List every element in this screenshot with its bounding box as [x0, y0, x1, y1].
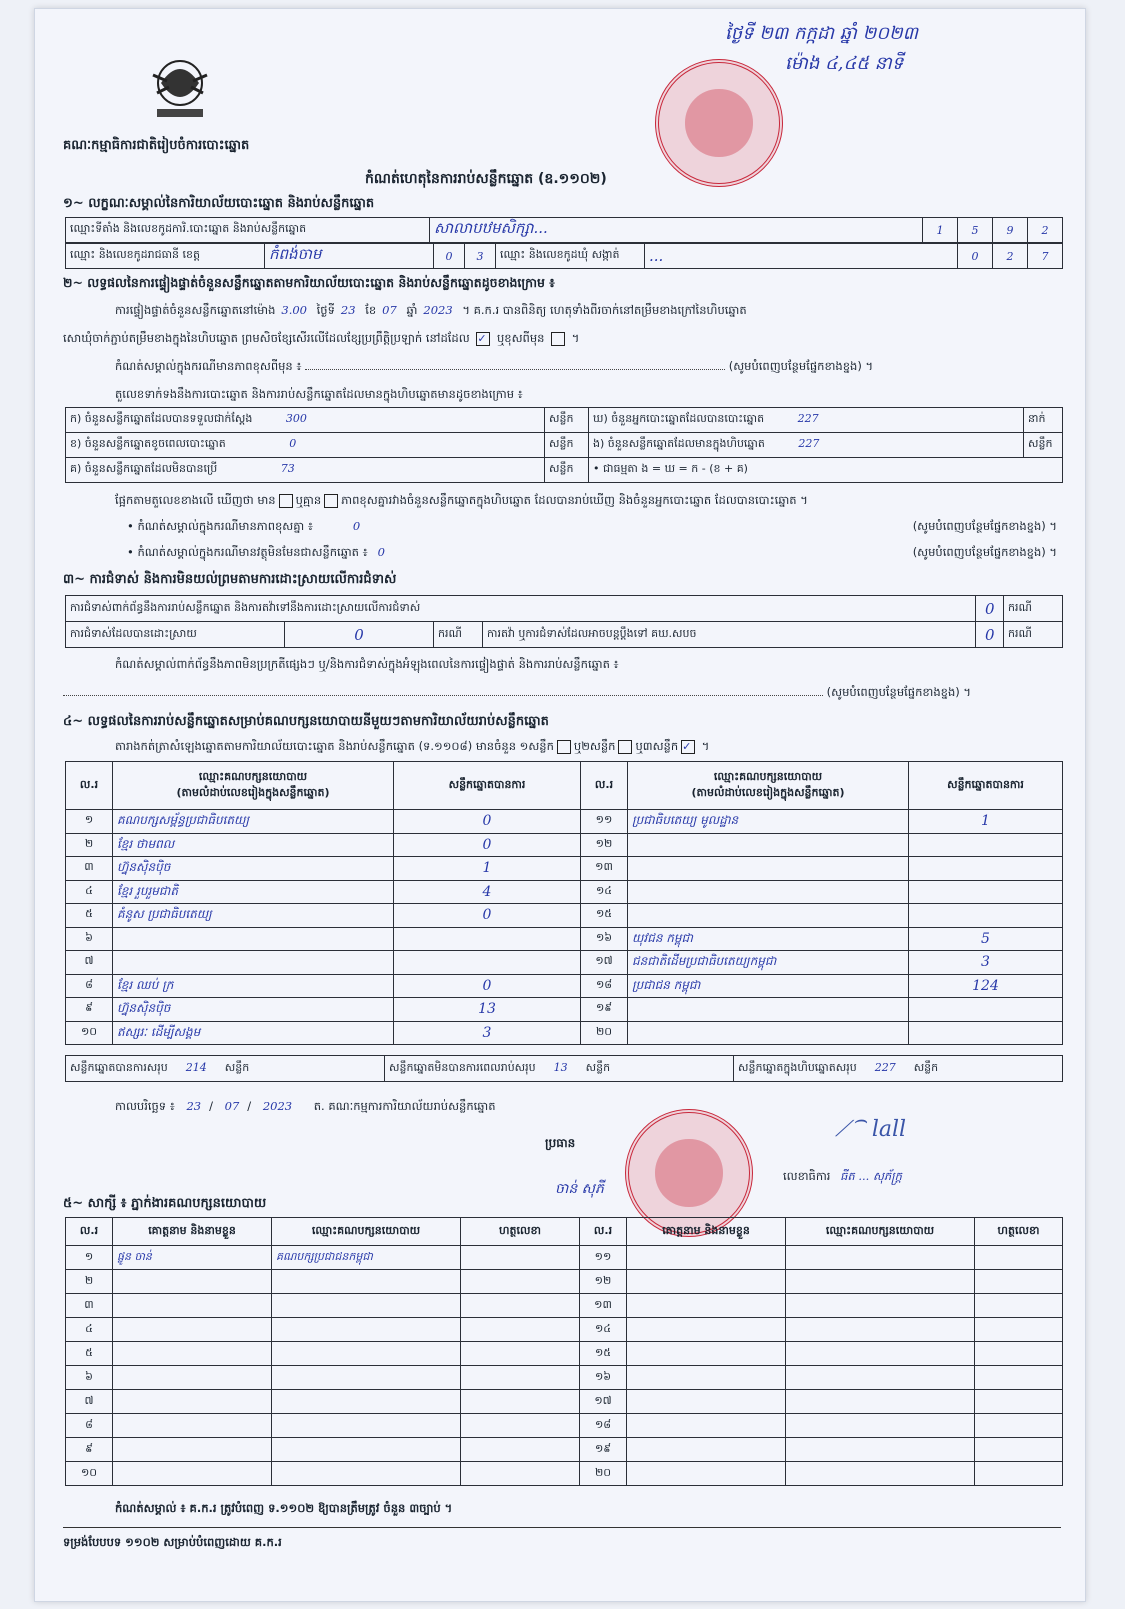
party-votes[interactable]: 0: [394, 810, 581, 834]
station-info-table: [65, 217, 1063, 243]
witness-name[interactable]: [113, 1390, 272, 1414]
chair-label: ប្រធាន: [545, 1136, 576, 1150]
table-row: [66, 1294, 1063, 1318]
witness-signature[interactable]: [461, 1390, 580, 1414]
witness-party[interactable]: [786, 1462, 975, 1486]
witness-party[interactable]: [786, 1294, 975, 1318]
party-votes[interactable]: [909, 1021, 1063, 1045]
party-no: ១២: [581, 833, 628, 857]
party-votes[interactable]: [394, 951, 581, 975]
commune-code-2[interactable]: 2: [993, 244, 1028, 269]
party-no: ៩: [66, 998, 113, 1022]
witness-no: ១៦: [580, 1366, 627, 1390]
witness-party[interactable]: [786, 1366, 975, 1390]
party-votes[interactable]: 3: [909, 951, 1063, 975]
witness-signature[interactable]: [461, 1366, 580, 1390]
witness-party[interactable]: [786, 1270, 975, 1294]
witness-signature[interactable]: [461, 1270, 580, 1294]
witness-no: ៨: [66, 1414, 113, 1438]
form-title: កំណត់ហេតុនៃការរាប់សន្លឹកឆ្នោត (ឧ.១១០២): [365, 171, 607, 187]
witness-name[interactable]: [627, 1246, 786, 1270]
table-row: [66, 1438, 1063, 1462]
witness-no: ១៨: [580, 1414, 627, 1438]
party-name[interactable]: គំនូស ប្រជាធិបតេយ្យ: [113, 904, 394, 928]
witness-party[interactable]: [272, 1414, 461, 1438]
footer-divider: [63, 1527, 1061, 1528]
table-row: [66, 927, 1063, 951]
same-checkbox[interactable]: ✓: [476, 332, 490, 346]
party-votes[interactable]: 1: [394, 857, 581, 881]
form-footer: ទម្រង់បែបបទ ១១០២ សម្រាប់បំពេញដោយ គ.ក.រ: [63, 1535, 282, 1549]
party-no: ៦: [66, 927, 113, 951]
party-name[interactable]: ហ្វ៊ុនស៊ិនប៉ិច: [113, 857, 394, 881]
witness-signature[interactable]: [461, 1294, 580, 1318]
commune-value[interactable]: ...: [645, 244, 958, 269]
witness-name[interactable]: [627, 1318, 786, 1342]
witness-no: ១០: [66, 1462, 113, 1486]
section2-heading: ២~ លទ្ធផលនៃការផ្ទៀងផ្ទាត់ចំនួនសន្លឹកឆ្នោតតាមការិយាល័យបោះឆ្នោត និងរាប់សន្លឹកឆ្នោតដូចខាងក្រោម ៖: [63, 275, 555, 290]
party-votes[interactable]: [909, 998, 1063, 1022]
table-row: [66, 904, 1063, 928]
party-name[interactable]: ជនជាតិដើមប្រជាធិបតេយ្យកម្ពុជា: [628, 951, 909, 975]
table-row: [66, 1390, 1063, 1414]
party-no: ៤: [66, 880, 113, 904]
secretary-signature: ⟋⁀ lall: [835, 1117, 907, 1142]
witness-name[interactable]: [627, 1366, 786, 1390]
party-name[interactable]: ខ្មែរ រួបរួមជាតិ: [113, 880, 394, 904]
witness-no: ២: [66, 1270, 113, 1294]
witness-party[interactable]: [786, 1318, 975, 1342]
objections-table: ការជំទាស់ពាក់ព័ន្ធនឹងការរាប់សន្លឹកឆ្នោត និងការតវ៉ាទៅនឹងការដោះស្រាយលើការជំទាស់ 0 ករណី ការជំទាស់ដែលបានដោះស្រាយ 0 ករណី ការតវ៉ា ឬការជំទាស់ដែលអាចបន្តប្តឹងទៅ គឃ.សបច 0 ករណី: [65, 595, 1063, 648]
witness-signature[interactable]: [461, 1414, 580, 1438]
witness-name[interactable]: [627, 1414, 786, 1438]
province-label: ឈ្មោះ និងលេខកូដរាជធានី ខេត្ត: [66, 244, 265, 269]
party-votes[interactable]: 0: [394, 974, 581, 998]
witness-name[interactable]: [113, 1318, 272, 1342]
table-row: [66, 833, 1063, 857]
ballot-count-table: ក) ចំនួនសន្លឹកឆ្នោតដែលបានទទួលជាក់ស្តែង 300 សន្លឹក ឃ) ចំនួនអ្នកបោះឆ្នោតដែលបានបោះឆ្នោត 227 នាក់ ខ) ចំនួនសន្លឹកឆ្នោតខូចពេលបោះឆ្នោត 0 សន្លឹក ង) ចំនួនសន្លឹកឆ្នោតដែលមានក្នុងហិបឆ្នោត 227 សន្លឹក គ) ចំនួនសន្លឹកឆ្នោតដែលមិនបានប្រើ 73 សន្លឹក • ជាធម្មតា ង = ឃ = ក - (ខ + គ): [65, 407, 1063, 483]
witness-no: ១: [66, 1246, 113, 1270]
table-row: [66, 1462, 1063, 1486]
party-name[interactable]: [628, 857, 909, 881]
received-count[interactable]: 300: [285, 412, 307, 425]
witness-no: ៦: [66, 1366, 113, 1390]
party-no: ១៦: [581, 927, 628, 951]
witness-no: ១៣: [580, 1294, 627, 1318]
party-votes[interactable]: 0: [394, 904, 581, 928]
party-votes[interactable]: [909, 904, 1063, 928]
table-row: [66, 974, 1063, 998]
check-month[interactable]: 07: [382, 303, 397, 317]
witness-signature[interactable]: [975, 1390, 1063, 1414]
party-votes[interactable]: 0: [394, 833, 581, 857]
party-name[interactable]: គណបក្សសម្ព័ន្ធប្រជាធិបតេយ្យ: [113, 810, 394, 834]
witness-signature[interactable]: [975, 1366, 1063, 1390]
witness-name[interactable]: [627, 1438, 786, 1462]
resolved-count[interactable]: 0: [285, 622, 434, 648]
witness-party[interactable]: [786, 1390, 975, 1414]
party-votes[interactable]: 1: [909, 810, 1063, 834]
two-sheet-checkbox[interactable]: [618, 740, 632, 754]
irregularity-note: កំណត់សម្គាល់ពាក់ព័ន្ធនឹងភាពមិនប្រក្រតីផ្សេងៗ ឬ/និងការជំទាស់ក្នុងអំឡុងពេលនៃការផ្ទៀងផ្ទាត់ និងការរាប់សន្លឹកឆ្នោត ៖: [115, 657, 619, 671]
emblem-logo: [147, 53, 213, 123]
witness-name[interactable]: [113, 1438, 272, 1462]
party-name[interactable]: [113, 951, 394, 975]
witness-party[interactable]: [786, 1438, 975, 1462]
table-row: [66, 1342, 1063, 1366]
party-votes[interactable]: [909, 857, 1063, 881]
witness-name[interactable]: [113, 1270, 272, 1294]
party-votes[interactable]: [909, 880, 1063, 904]
province-code-1[interactable]: 0: [434, 244, 465, 269]
section2-p1: ការផ្ទៀងផ្ទាត់ចំនួនសន្លឹកឆ្នោតនៅម៉ោង 3.00 ថ្ងៃទី 23 ខែ 07 ឆ្នាំ 2023 ។ គ.ក.រ បានពិនិត្យ ហេតុទាំងពីរចាក់នៅតម្រឹមខាងក្រៅនៃហិបឆ្នោត: [115, 303, 747, 317]
witness-no: ៩: [66, 1438, 113, 1462]
party-no: ១៨: [581, 974, 628, 998]
spoiled-count[interactable]: 0: [289, 437, 297, 450]
witness-signature[interactable]: [975, 1462, 1063, 1486]
party-no: ១៧: [581, 951, 628, 975]
party-name[interactable]: ហ្វ៊ុនស៊ិនប៉ិច: [113, 998, 394, 1022]
difference-note: • កំណត់សម្គាល់ក្នុងករណីមានភាពខុសគ្នា ៖ 0 (សូមបំពេញបន្ថែមផ្នែកខាងខ្នង) ។: [127, 519, 1057, 533]
witness-party[interactable]: [272, 1342, 461, 1366]
party-no: ២: [66, 833, 113, 857]
party-no: ៥: [66, 904, 113, 928]
handwritten-note: ថ្ងៃទី ២៣ កក្កដា ឆ្នាំ ២០២៣ ម៉ោង ៤,៤៥ នាទី: [725, 23, 918, 74]
witness-name[interactable]: [113, 1366, 272, 1390]
has-difference-checkbox[interactable]: [279, 494, 293, 508]
party-name[interactable]: [628, 998, 909, 1022]
party-votes[interactable]: 13: [394, 998, 581, 1022]
witness-party[interactable]: [272, 1318, 461, 1342]
party-name[interactable]: [628, 880, 909, 904]
table-row: [66, 1021, 1063, 1045]
table-row: [66, 951, 1063, 975]
witness-no: ១៧: [580, 1390, 627, 1414]
party-name[interactable]: ប្រជាជន កម្ពុជា: [628, 974, 909, 998]
table-row: [66, 1414, 1063, 1438]
witness-party[interactable]: [272, 1462, 461, 1486]
witness-no: ១២: [580, 1270, 627, 1294]
unused-count[interactable]: 73: [280, 462, 295, 475]
one-sheet-checkbox[interactable]: [557, 740, 571, 754]
station-value[interactable]: សាលាបឋមសិក្សា...: [430, 218, 923, 243]
secretary-line: លេខាធិការ ធីត ... សុភ័ក្ត្រ: [783, 1169, 902, 1183]
witness-no: ១៤: [580, 1318, 627, 1342]
party-name[interactable]: ខ្មែរ ថាមពល: [113, 833, 394, 857]
station-code-2[interactable]: 5: [958, 218, 993, 243]
station-code-3[interactable]: 9: [993, 218, 1028, 243]
table-row: [66, 1246, 1063, 1270]
commune-code-3[interactable]: 7: [1028, 244, 1063, 269]
witness-signature[interactable]: [461, 1462, 580, 1486]
party-votes[interactable]: 124: [909, 974, 1063, 998]
witness-signature[interactable]: [975, 1294, 1063, 1318]
witness-no: ៥: [66, 1342, 113, 1366]
party-no: ៧: [66, 951, 113, 975]
total-in-box[interactable]: 227: [874, 1060, 896, 1074]
party-no: ១៤: [581, 880, 628, 904]
witness-party[interactable]: [786, 1414, 975, 1438]
party-no: ១១: [581, 810, 628, 834]
witness-name[interactable]: [113, 1294, 272, 1318]
witness-signature[interactable]: [975, 1414, 1063, 1438]
party-no: ៣: [66, 857, 113, 881]
table-row: [66, 810, 1063, 834]
irregularity-fill: (សូមបំពេញបន្ថែមផ្នែកខាងខ្នង) ។: [63, 685, 1063, 702]
section3-heading: ៣~ ការជំទាស់ និងការមិនយល់ព្រមតាមការដោះស្រាយលើការជំទាស់: [63, 572, 397, 587]
party-name[interactable]: [628, 833, 909, 857]
witness-signature[interactable]: [461, 1246, 580, 1270]
foreign-object-note: • កំណត់សម្គាល់ក្នុងករណីមានវត្ថុមិនមែនជាសន្លឹកឆ្នោត ៖ 0 (សូមបំពេញបន្ថែមផ្នែកខាងខ្នង) ។: [127, 545, 1057, 559]
table-row: [66, 998, 1063, 1022]
section1-heading: ១~ លក្ខណៈសម្គាល់នៃការិយាល័យបោះឆ្នោត និងរាប់សន្លឹកឆ្នោត: [63, 196, 375, 211]
province-code-2[interactable]: 3: [465, 244, 496, 269]
table-row: [66, 880, 1063, 904]
party-name[interactable]: [628, 1021, 909, 1045]
party-no: ១០: [66, 1021, 113, 1045]
party-name[interactable]: [628, 904, 909, 928]
party-no: ២០: [581, 1021, 628, 1045]
witness-name[interactable]: [627, 1294, 786, 1318]
party-no: ១៥: [581, 904, 628, 928]
witness-no: ៣: [66, 1294, 113, 1318]
party-name[interactable]: ខ្មែរ ឈប់ ក្រ: [113, 974, 394, 998]
committee-name: គណៈកម្មាធិការជាតិរៀបចំការបោះឆ្នោត: [63, 138, 250, 153]
party-name[interactable]: ប្រជាធិបតេយ្យ មូលដ្ឋាន: [628, 810, 909, 834]
commune-label: ឈ្មោះ និងលេខកូដឃុំ សង្កាត់: [496, 244, 645, 269]
province-commune-table: [65, 243, 1063, 269]
witness-no: ៤: [66, 1318, 113, 1342]
witness-signature[interactable]: [461, 1438, 580, 1462]
party-name[interactable]: ឥស្សរៈ ដើម្បីសង្គម: [113, 1021, 394, 1045]
section4-heading: ៤~ លទ្ធផលនៃការរាប់សន្លឹកឆ្នោតសម្រាប់គណបក្សនយោបាយនីមួយៗតាមការិយាល័យរាប់សន្លឹកឆ្នោត: [63, 714, 549, 729]
party-votes[interactable]: [394, 927, 581, 951]
witness-signature[interactable]: [975, 1270, 1063, 1294]
station-code-4[interactable]: 2: [1028, 218, 1063, 243]
witness-table: ល.រ គោត្តនាម និងនាមខ្លួន ឈ្មោះគណបក្សនយោបាយ ហត្ថលេខា ល.រ គោត្តនាម និងនាមខ្លួន ឈ្មោះគណបក្សនយោបាយ ហត្ថលេខា ១ ផ្លូន ចាន់ គណបក្សប្រជាជនកម្ពុជា ១១ ២ ១២ ៣ ១៣ ៤ ១៤ ៥ ១៥ ៦ ១៦ ៧ ១៧ ៨ ១៨ ៩ ១៩ ១០ ២០: [65, 1217, 1063, 1486]
table-row: [66, 1366, 1063, 1390]
party-votes[interactable]: [909, 833, 1063, 857]
witness-signature[interactable]: [975, 1438, 1063, 1462]
total-valid[interactable]: 214: [185, 1060, 207, 1074]
party-name[interactable]: [113, 927, 394, 951]
witness-party[interactable]: [272, 1438, 461, 1462]
party-no: ១៣: [581, 857, 628, 881]
witness-party[interactable]: [272, 1390, 461, 1414]
party-no: ១៩: [581, 998, 628, 1022]
party-no: ១: [66, 810, 113, 834]
section2-p5: ផ្អែកតាមតួលេខខាងលើ ឃើញថា មាន ឬគ្មាន ភាពខុសគ្នារវាងចំនួនសន្លឹកឆ្នោតក្នុងហិបឆ្នោត ដែលបានរាប់ឃើញ និងចំនួនអ្នកបោះឆ្នោត ដែលបានបោះឆ្នោត ។: [115, 493, 808, 507]
witness-name[interactable]: [627, 1342, 786, 1366]
witness-party[interactable]: [786, 1342, 975, 1366]
tally-sheet-note: តារាងកត់ត្រាសំឡេងឆ្នោតតាមការិយាល័យបោះឆ្នោត និងរាប់សន្លឹកឆ្នោត (ទ.១១០៨) មានចំនួន ១សន្លឹក ឬ២សន្លឹក ឬ៣សន្លឹក ✓ ។: [115, 739, 710, 753]
witness-signature[interactable]: [461, 1318, 580, 1342]
province-value[interactable]: កំពង់ចាម: [265, 244, 434, 269]
party-votes[interactable]: 4: [394, 880, 581, 904]
table-row: [66, 1270, 1063, 1294]
voters-count[interactable]: 227: [797, 412, 819, 425]
witness-signature[interactable]: [975, 1342, 1063, 1366]
witness-name[interactable]: ផ្លូន ចាន់: [113, 1246, 272, 1270]
party-no: ៨: [66, 974, 113, 998]
station-label: ឈ្មោះទីតាំង និងលេខកូដការិ.បោះឆ្នោត និងរាប់សន្លឹកឆ្នោត: [66, 218, 430, 243]
objection-count[interactable]: 0: [976, 596, 1004, 622]
witness-signature[interactable]: [975, 1318, 1063, 1342]
party-results-table: ល.រ ឈ្មោះគណបក្សនយោបាយ (តាមលំដាប់លេខរៀងក្នុងសន្លឹកឆ្នោត) សន្លឹកឆ្នោតបានការ ល.រ ឈ្មោះគណបក្សនយោបាយ (តាមលំដាប់លេខរៀងក្នុងសន្លឹកឆ្នោត) សន្លឹកឆ្នោតបានការ ១ គណបក្សសម្ព័ន្ធប្រជាធិបតេយ្យ 0 ១១ ប្រជាធិបតេយ្យ មូលដ្ឋាន 1 ២ ខ្មែរ ថាមពល 0 ១២ ៣ ហ្វ៊ុនស៊ិនប៉ិច 1 ១៣ ៤ ខ្មែរ រួបរួមជាតិ 4 ១៤ ៥ គំនូស ប្រជាធិបតេយ្យ 0 ១៥ ៦ ១៦ យុវជន កម្ពុជា 5 ៧ ១៧ ជនជាតិដើមប្រជាធិបតេយ្យកម្ពុជា 3 ៨ ខ្មែរ ឈប់ ក្រ 0 ១៨ ប្រជាជន កម្ពុជា 124 ៩ ហ្វ៊ុនស៊ិនប៉ិច 13 ១៩ ១០ ឥស្សរៈ ដើម្បីសង្គម 3 ២០: [65, 761, 1063, 1045]
witness-no: ១៩: [580, 1438, 627, 1462]
total-invalid[interactable]: 13: [553, 1060, 568, 1074]
no-difference-checkbox[interactable]: [324, 494, 338, 508]
check-time[interactable]: 3.00: [281, 303, 307, 317]
witness-party[interactable]: [272, 1270, 461, 1294]
witness-signature[interactable]: [461, 1342, 580, 1366]
witness-no: ១១: [580, 1246, 627, 1270]
witness-party[interactable]: [272, 1294, 461, 1318]
in-box-count[interactable]: 227: [798, 437, 820, 450]
witness-name[interactable]: [113, 1342, 272, 1366]
commune-code-1[interactable]: 0: [958, 244, 993, 269]
appeal-count[interactable]: 0: [976, 622, 1004, 648]
witness-name[interactable]: [113, 1462, 272, 1486]
chair-signature: ចាន់ សុភី: [555, 1181, 604, 1197]
witness-name[interactable]: [113, 1414, 272, 1438]
completion-note: កំណត់សម្គាល់ ៖ គ.ក.រ ត្រូវបំពេញ ទ.១១០២ ឱ្យបានត្រឹមត្រូវ ចំនួន ៣ច្បាប់ ។: [115, 1501, 453, 1515]
witness-name[interactable]: [627, 1462, 786, 1486]
section2-p3: កំណត់សម្គាល់ក្នុងករណីមានភាពខុសពីមុន ៖ (សូមបំពេញបន្ថែមផ្នែកខាងខ្នង) ។: [115, 359, 874, 373]
check-day[interactable]: 23: [340, 303, 356, 317]
witness-party[interactable]: គណបក្សប្រជាជនកម្ពុជា: [272, 1246, 461, 1270]
witness-no: ១៥: [580, 1342, 627, 1366]
witness-name[interactable]: [627, 1390, 786, 1414]
form-page: [34, 8, 1086, 1602]
section2-p2: សោឃុំចាក់ភ្ជាប់តម្រឹមខាងក្នុងនៃហិបឆ្នោត ព្រមសិចខ្សែសើរលើដែលខ្សែប្រព្រឹត្តិប្រឡាក់ នៅដដែល ✓ ឬខុសពីមុន ។: [63, 331, 580, 345]
signing-date: កាលបរិច្ឆេទ ៖ 23 / 07 / 2023 ត. គណៈកម្មការការិយាល័យរាប់សន្លឹកឆ្នោត: [115, 1099, 496, 1113]
witness-party[interactable]: [786, 1246, 975, 1270]
party-votes[interactable]: 5: [909, 927, 1063, 951]
party-name[interactable]: យុវជន កម្ពុជា: [628, 927, 909, 951]
station-code-1[interactable]: 1: [923, 218, 958, 243]
formula-note: • ជាធម្មតា ង = ឃ = ក - (ខ + គ): [589, 458, 1063, 483]
witness-signature[interactable]: [975, 1246, 1063, 1270]
witness-no: ២០: [580, 1462, 627, 1486]
party-votes[interactable]: 3: [394, 1021, 581, 1045]
totals-table: សន្លឹកឆ្នោតបានការសរុប 214 សន្លឹក សន្លឹកឆ្នោតមិនបានការពេលរាប់សរុប 13 សន្លឹក សន្លឹកឆ្នោតក្នុងហិបឆ្នោតសរុប 227 សន្លឹក: [65, 1055, 1063, 1082]
witness-party[interactable]: [272, 1366, 461, 1390]
section2-p4: តួលេខទាក់ទងនឹងការបោះឆ្នោត និងការរាប់សន្លឹកឆ្នោតដែលមានក្នុងហិបឆ្នោតមានដូចខាងក្រោម ៖: [115, 387, 523, 401]
witness-name[interactable]: [627, 1270, 786, 1294]
three-sheet-checkbox[interactable]: ✓: [681, 740, 695, 754]
table-row: [66, 1318, 1063, 1342]
different-checkbox[interactable]: [551, 332, 565, 346]
section5-heading: ៥~ សាក្សី ៖ ភ្នាក់ងារគណបក្សនយោបាយ: [63, 1196, 267, 1211]
table-row: [66, 857, 1063, 881]
witness-no: ៧: [66, 1390, 113, 1414]
check-year[interactable]: 2023: [423, 303, 453, 317]
